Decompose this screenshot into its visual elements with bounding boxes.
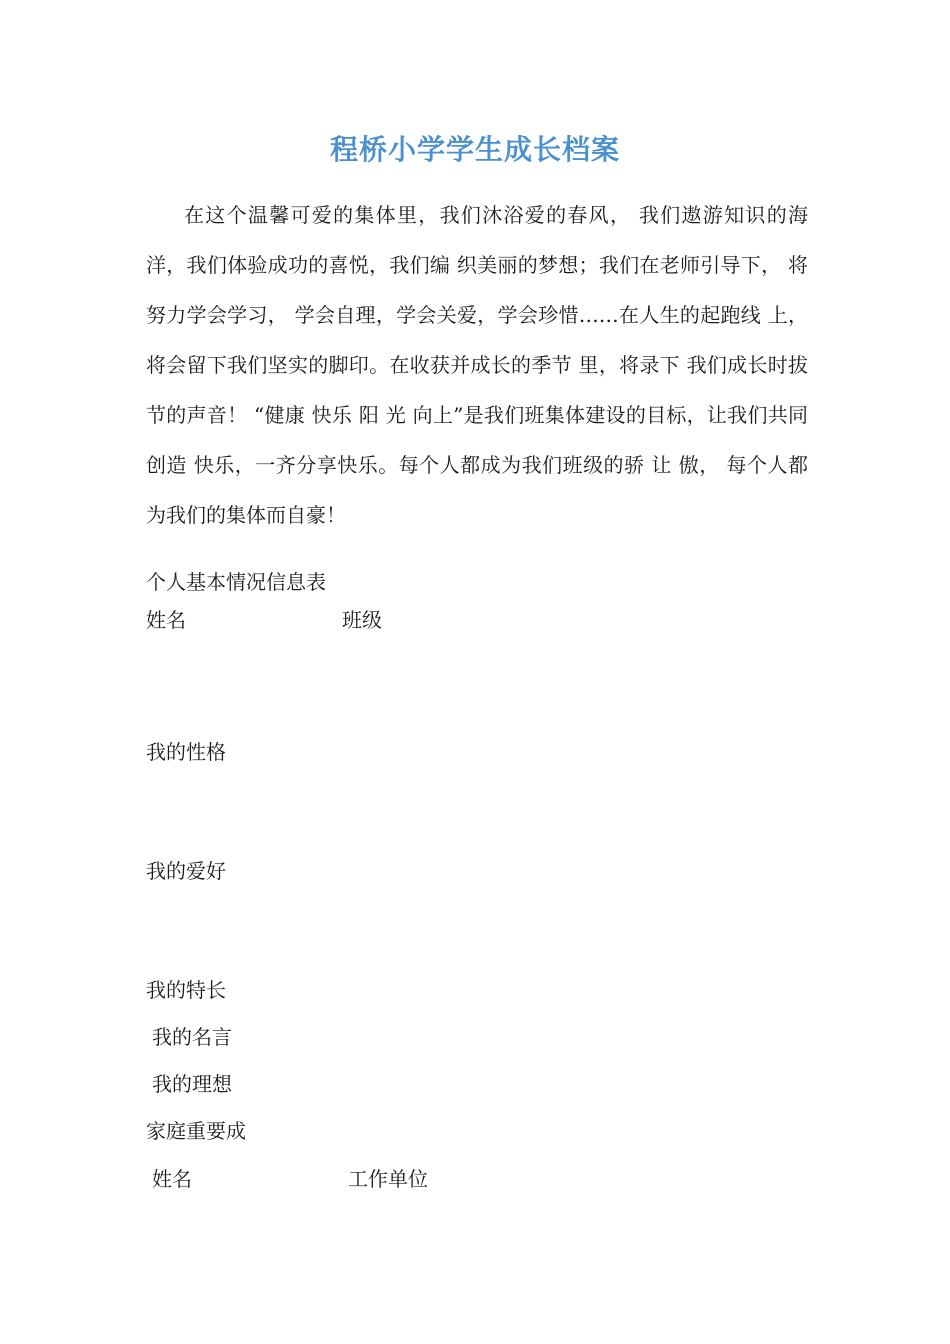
motto-label: 我的名言 [152, 1025, 232, 1049]
info-table-heading: 个人基本情况信息表 [146, 570, 326, 594]
personality-label: 我的性格 [146, 740, 226, 764]
workplace-label: 工作单位 [348, 1167, 428, 1191]
name-label: 姓名 [146, 608, 186, 632]
intro-paragraph: 在这个温馨可爱的集体里，我们沐浴爱的春风， 我们遨游知识的海洋，我们体验成功的喜悦，我们编 织美丽的梦想；我们在老师引导下， 将努力学会学习， 学会自理，学会关爱，学会珍惜……在人生的起跑线 上，将会留下我们坚实的脚印。在收获并成长的季节 里，将录下 我们成长时拔节的声音！ “健康 快乐 阳 光 向上”是我们班集体建设的目标，让我们共同创造 快乐，一齐分享快乐。每个人都成为我们班级的骄 让 傲， 每个人都为我们的集体而自豪！ [146, 203, 808, 527]
specialty-label: 我的特长 [146, 978, 226, 1002]
ideal-label: 我的理想 [152, 1072, 232, 1096]
family-members-label: 家庭重要成 [146, 1119, 246, 1143]
hobby-label: 我的爱好 [146, 859, 226, 883]
family-name-label: 姓名 [152, 1167, 192, 1191]
document-title: 程桥小学学生成长档案 [329, 133, 620, 166]
class-label: 班级 [342, 608, 382, 632]
